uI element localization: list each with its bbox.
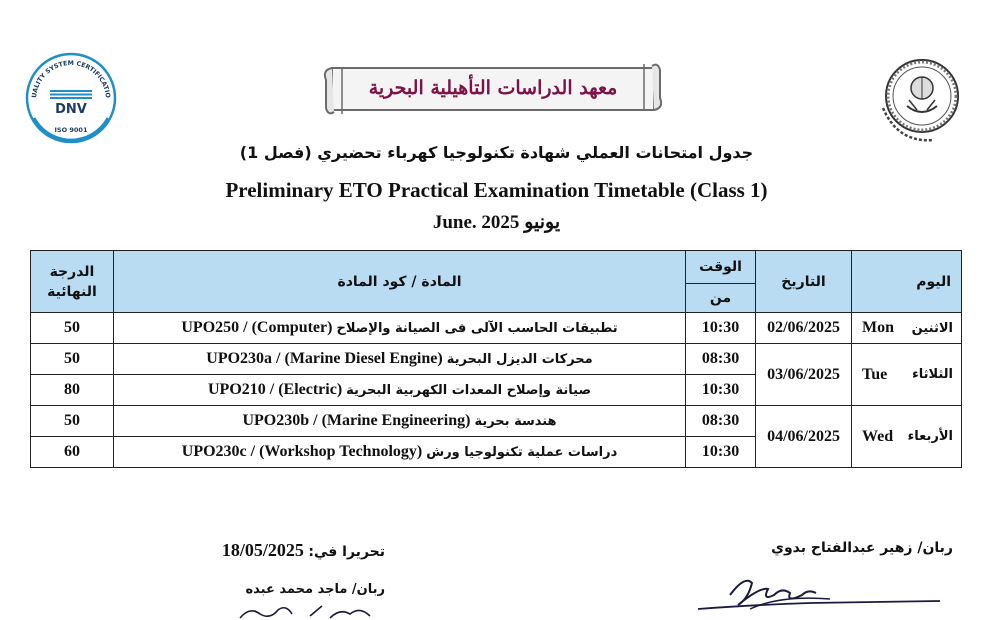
table-row — [31, 313, 962, 344]
academy-emblem-logo — [873, 48, 971, 148]
grade-cell: 50 — [31, 344, 114, 375]
time-cell: 10:30 — [686, 375, 756, 406]
day-cell — [852, 313, 962, 344]
subject-cell: دراسات عملية تكنولوجيا ورش UPO230c / (Workshop Technology) — [113, 437, 685, 468]
institute-name: معهد الدراسات التأهيلية البحرية — [368, 77, 618, 99]
english-title: Preliminary ETO Practical Examination Timetable (Class 1) — [225, 178, 768, 202]
arabic-title: جدول امتحانات العملي شهادة تكنولوجيا كهرباء تحضيري (فصل 1) — [239, 143, 754, 162]
dnv-brand-text: DNV — [55, 102, 87, 117]
table-row — [31, 406, 962, 437]
grade-cell: 60 — [31, 437, 114, 468]
date-cell: 03/06/2025 — [756, 344, 852, 406]
date-cell: 02/06/2025 — [756, 313, 852, 344]
handwritten-signature-icon — [230, 600, 400, 620]
time-header: الوقت — [686, 251, 756, 284]
day-cell — [852, 344, 962, 406]
day-cell — [852, 406, 962, 468]
subject-header: المادة / كود المادة — [113, 251, 685, 313]
subject-cell: هندسة بحرية UPO230b / (Marine Engineering) — [113, 406, 685, 437]
month-title: June. 2025 يونيو — [432, 212, 561, 233]
institute-banner — [322, 60, 664, 120]
day-header: اليوم — [852, 251, 962, 313]
time-cell: 10:30 — [686, 313, 756, 344]
issued-label: تحريرا في: — [308, 544, 385, 560]
day-ar: الاثنين — [911, 320, 953, 336]
time-cell: 08:30 — [686, 344, 756, 375]
date-cell: 04/06/2025 — [756, 406, 852, 468]
issued-date-value: 18/05/2025 — [221, 540, 304, 560]
handwritten-signature-icon — [690, 565, 950, 620]
iso-standard-text: ISO 9001 — [54, 126, 88, 134]
day-ar: الثلاثاء — [912, 367, 953, 382]
grade-cell: 50 — [31, 313, 114, 344]
exam-timetable — [30, 250, 962, 468]
right-signatory-name: ربان/ زهير عبدالفتاح بدوي — [771, 540, 953, 556]
day-ar: الأربعاء — [907, 429, 953, 444]
subject-cell: صيانة وإصلاح المعدات الكهربية البحرية UPO210 / (Electric) — [113, 375, 685, 406]
grade-cell: 50 — [31, 406, 114, 437]
left-signatory-name: ربان/ ماجد محمد عبده — [245, 582, 385, 597]
time-from-header: من — [686, 284, 756, 313]
time-cell: 10:30 — [686, 437, 756, 468]
grade-header: الدرجة النهائية — [31, 251, 114, 313]
ring-text: UALITY SYSTEM CERTIFICATIO — [31, 59, 112, 99]
date-header: التاريخ — [756, 251, 852, 313]
dnv-certification-logo — [22, 48, 120, 146]
day-en: Mon — [862, 319, 894, 336]
subject-cell: محركات الديزل البحرية UPO230a / (Marine Diesel Engine) — [113, 344, 685, 375]
subject-cell: تطبيقات الحاسب الآلى فى الصيانة والإصلاح UPO250 / (Computer) — [113, 313, 685, 344]
table-row — [31, 344, 962, 375]
time-cell: 08:30 — [686, 406, 756, 437]
day-en: Tue — [862, 365, 888, 383]
day-en: Wed — [862, 427, 894, 445]
grade-cell: 80 — [31, 375, 114, 406]
table-header-row — [31, 251, 962, 284]
issued-date — [180, 540, 385, 561]
